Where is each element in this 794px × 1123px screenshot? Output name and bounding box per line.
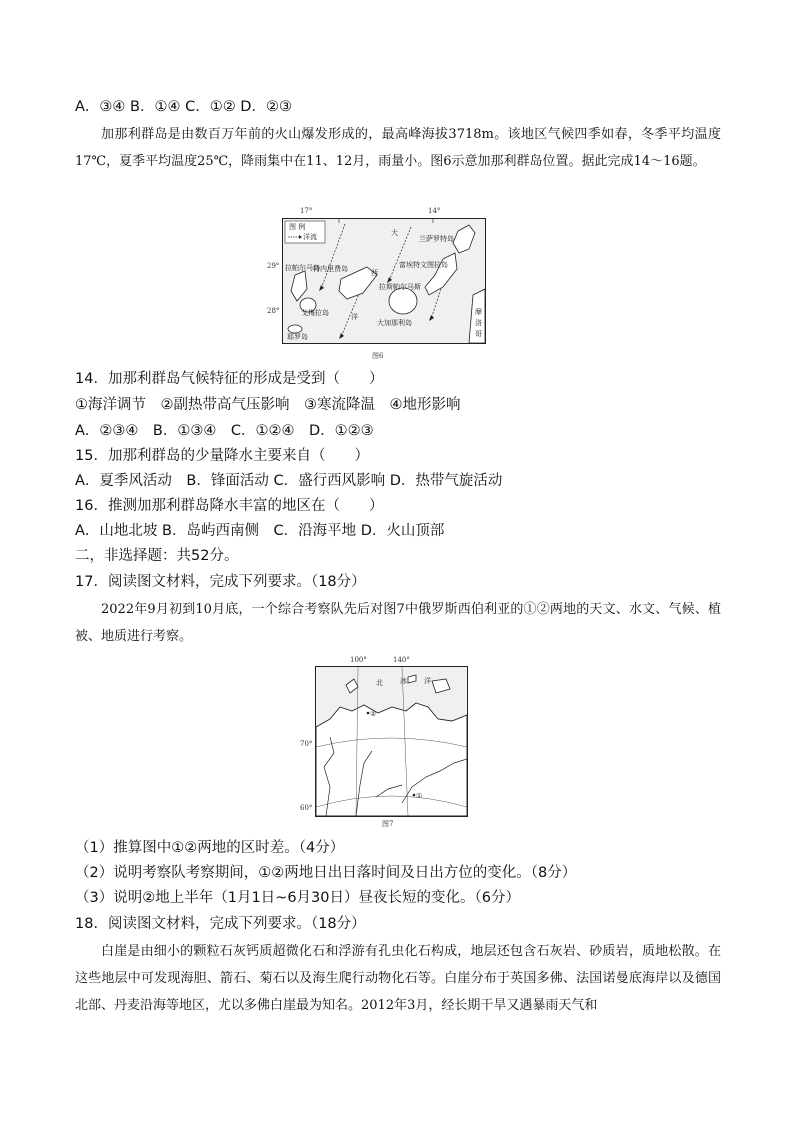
fig7-lon-100: 100°: [350, 656, 367, 664]
legend-current: 洋流: [303, 233, 317, 241]
fig6-lat-29: 29°: [267, 262, 280, 270]
q16-options: A．山地北坡 B．岛屿西南侧 C．沿海平地 D．火山顶部: [75, 523, 445, 539]
fig6-caption: 图6: [372, 352, 384, 360]
island-label-tenerife: 特内里费岛: [313, 265, 348, 273]
point-1-label: ①: [416, 792, 423, 800]
ocean-char-3: 洋: [351, 313, 358, 321]
q17-sub3: （3）说明②地上半年（1月1日~6月30日）昼夜长短的变化。（6分）: [75, 890, 520, 906]
q14-options: A．②③④ B．①③④ C．①②④ D．①②③: [75, 423, 374, 439]
q13-options: A．③④ B．①④ C．①② D．②③: [75, 99, 292, 115]
figure-6-map: [282, 218, 486, 344]
q14-stem: 14．加那利群岛气候特征的形成是受到（ ）: [75, 371, 384, 387]
q16-stem: 16．推测加那利群岛降水丰富的地区在（ ）: [75, 498, 384, 514]
ocean-char-north: 北: [376, 679, 383, 687]
point-2-label: ②: [370, 710, 377, 718]
legend-title: 图 例: [289, 223, 306, 231]
el-hierro-island: [288, 325, 302, 333]
mainland-label-2: 洛: [475, 319, 482, 327]
island-label-lanzarote: 兰萨罗特岛: [419, 235, 454, 243]
q17-passage: 2022年9月初到10月底，一个综合考察队先后对图7中俄罗斯西伯利亚的①②两地的天文、水文、气候、植被、地质进行考察。: [75, 602, 721, 644]
island-label-la-palma: 拉帕尔马岛: [285, 264, 320, 272]
siberia-land: [316, 703, 467, 816]
q15-options: A．夏季风活动 B．锋面活动 C．盛行西风影响 D．热带气旋活动: [75, 473, 503, 489]
fig6-lon-17: 17°: [300, 207, 313, 215]
fig7-lon-140: 140°: [393, 656, 410, 664]
island-label-gran-canaria: 大加那利岛: [377, 319, 412, 327]
ocean-char-ocean: 洋: [424, 677, 431, 685]
mainland-label-1: 摩: [475, 308, 482, 316]
fig6-lat-28: 28°: [267, 307, 280, 315]
ocean-char-2: 西: [371, 269, 378, 277]
q18-passage: 白崖是由细小的颗粒石灰钙质超微化石和浮游有孔虫化石构成，地层还包含石灰岩、砂质岩，质地松散。在这些地层中可发现海胆、箭石、菊石以及海生爬行动物化石等。白崖分布于英国多佛、法国诺曼底海岸以及德国北部、丹麦沿海等地区，尤以多佛白崖最为知名。2012年3月，经长期干旱又遇暴雨天气和: [75, 944, 721, 1013]
fig7-caption: 图7: [382, 820, 394, 828]
island-label-fuerteventura: 富埃特文图拉岛: [399, 261, 448, 269]
q14-items: ①海洋调节 ②副热带高气压影响 ③寒流降温 ④地形影响: [75, 397, 461, 413]
mainland-label-3: 哥: [475, 330, 482, 338]
gran-canaria-island: [389, 288, 417, 314]
ocean-char-ice: 冰: [400, 677, 407, 685]
canary-islands-map: [283, 219, 485, 343]
q17-sub2: （2）说明考察队考察期间，①②两地日出日落时间及日出方位的变化。（8分）: [75, 865, 577, 881]
point-2-marker: [367, 712, 370, 715]
q15-stem: 15．加那利群岛的少量降水主要来自（ ）: [75, 448, 369, 464]
fig7-lat-60: 60°: [300, 804, 313, 812]
island-label-gomera: 戈梅拉岛: [301, 309, 329, 317]
fig6-lon-14: 14°: [428, 207, 441, 215]
island-label-hierro: 耶罗岛: [287, 333, 308, 341]
point-1-marker: [413, 794, 416, 797]
figure-7-map: [315, 666, 468, 817]
fig7-lat-70: 70°: [300, 740, 313, 748]
q17-sub1: （1）推算图中①②两地的区时差。（4分）: [75, 840, 345, 856]
ocean-char-1: 大: [391, 229, 398, 237]
q17-stem: 17．阅读图文材料，完成下列要求。（18分）: [75, 574, 366, 590]
canary-passage: 加那利群岛是由数百万年前的火山爆发形成的，最高峰海拔3718m。该地区气候四季如春，冬季平均温度17℃，夏季平均温度25℃，降雨集中在11、12月，雨量小。图6示意加那利群岛位置。据此完成14～16题。: [75, 127, 721, 169]
q18-stem: 18．阅读图文材料，完成下列要求。（18分）: [75, 916, 366, 932]
label-las-palmas: 拉斯帕尔马斯: [379, 283, 421, 291]
siberia-map: [316, 667, 467, 816]
section-2-heading: 二，非选择题：共52分。: [75, 548, 239, 564]
